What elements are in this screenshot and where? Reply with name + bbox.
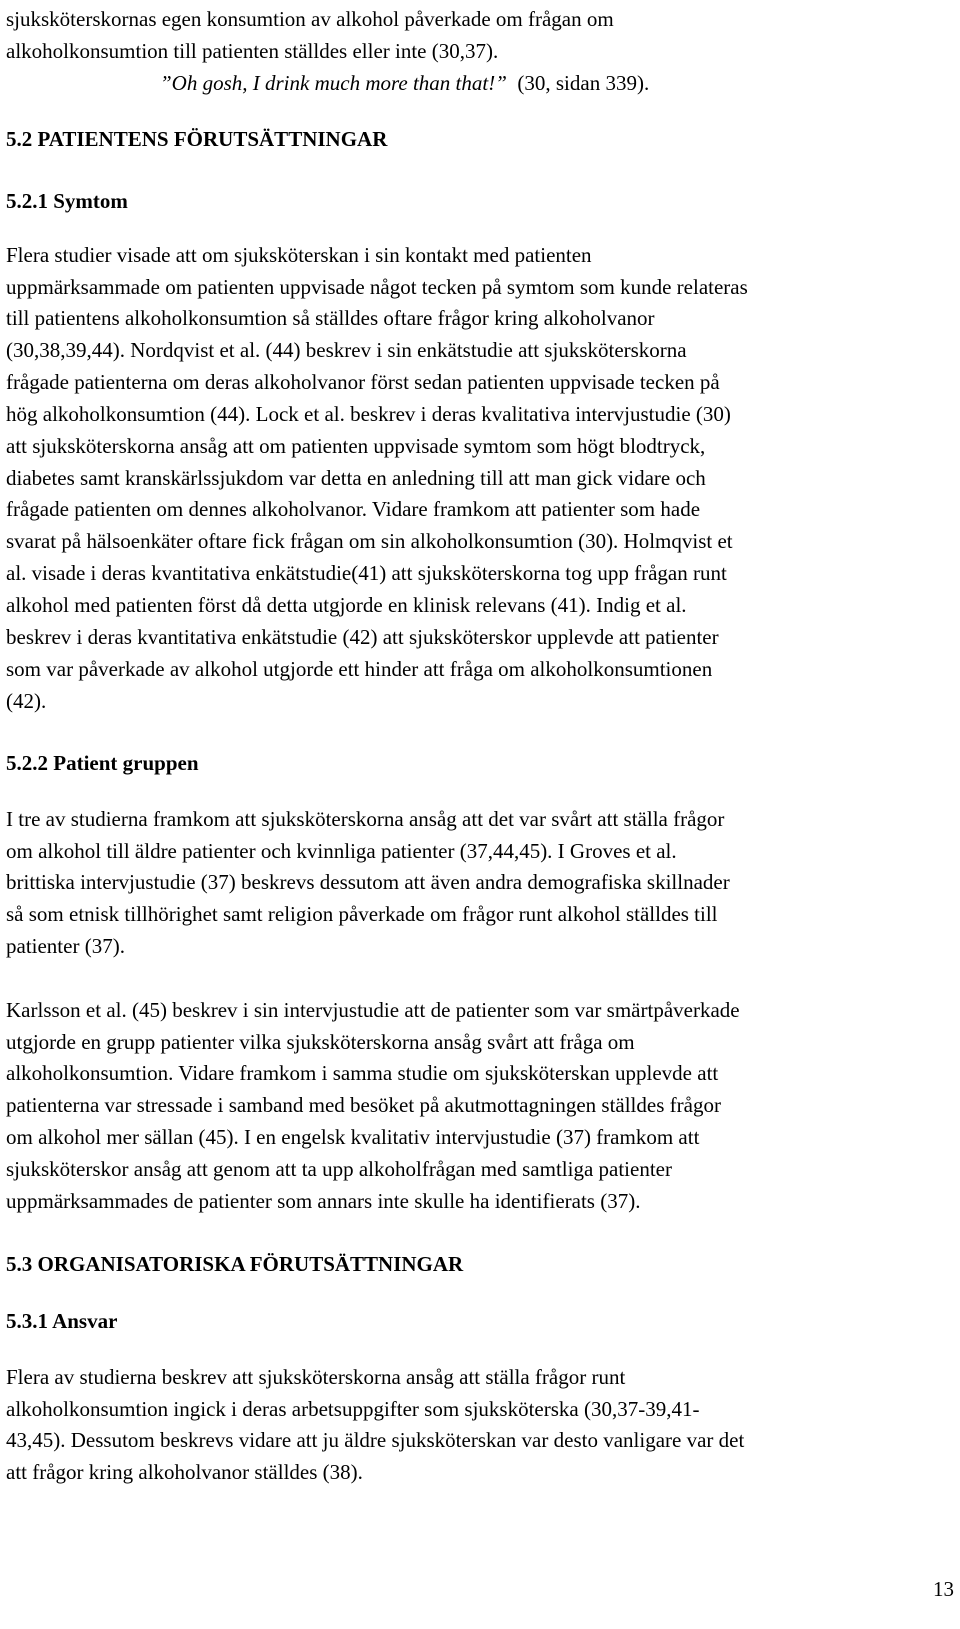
text-line: brittiska intervjustudie (37) beskrevs dessutom att även andra demografiska skillnader — [6, 870, 730, 894]
text-line: uppmärksammades de patienter som annars inte skulle ha identifierats (37). — [6, 1189, 641, 1213]
page-number: 13 — [933, 1577, 954, 1601]
text-line: patienterna var stressade i samband med besöket på akutmottagningen ställdes frågor — [6, 1093, 721, 1117]
text-line: (42). — [6, 689, 47, 713]
quote-reference: (30, sidan 339). — [517, 71, 650, 95]
text-line: så som etnisk tillhörighet samt religion påverkade om frågor runt alkohol ställdes till — [6, 902, 718, 926]
text-line: (30,38,39,44). Nordqvist et al. (44) beskrev i sin enkätstudie att sjuksköterskorna — [6, 338, 687, 362]
section-heading: 5.3 ORGANISATORISKA FÖRUTSÄTTNINGAR — [6, 1252, 464, 1276]
text-line: patienter (37). — [6, 934, 125, 958]
text-line: att sjuksköterskorna ansåg att om patienten uppvisade symtom som högt blodtryck, — [6, 434, 706, 458]
text-line: alkoholkonsumtion ingick i deras arbetsuppgifter som sjuksköterska (30,37-39,41- — [6, 1397, 700, 1421]
text-line: frågade patienterna om deras alkoholvanor först sedan patienten uppvisade tecken på — [6, 370, 720, 394]
text-line: diabetes samt kranskärlssjukdom var detta en anledning till att man gick vidare och — [6, 466, 706, 490]
text-line: beskrev i deras kvantitativa enkätstudie (42) att sjuksköterskor upplevde att patienter — [6, 625, 719, 649]
subsection-heading: 5.2.2 Patient gruppen — [6, 751, 199, 775]
quote-text: ”Oh gosh, I drink much more than that!” — [160, 71, 507, 95]
quote-line — [160, 68, 649, 100]
text-line: al. visade i deras kvantitativa enkätstudie(41) att sjuksköterskorna tog upp frågan runt — [6, 561, 727, 585]
text-line: alkoholkonsumtion. Vidare framkom i samma studie om sjuksköterskan upplevde att — [6, 1061, 719, 1085]
text-line: svarat på hälsoenkäter oftare fick frågan om sin alkoholkonsumtion (30). Holmqvist et — [6, 529, 733, 553]
text-line: uppmärksammade om patienten uppvisade något tecken på symtom som kunde relateras — [6, 275, 748, 299]
subsection-heading: 5.2.1 Symtom — [6, 189, 128, 213]
text-line: alkoholkonsumtion till patienten ställdes eller inte (30,37). — [6, 39, 499, 63]
text-line: Flera studier visade att om sjuksköterskan i sin kontakt med patienten — [6, 243, 592, 267]
text-line: frågade patienten om dennes alkoholvanor. Vidare framkom att patienter som hade — [6, 497, 701, 521]
text-line: att frågor kring alkoholvanor ställdes (38). — [6, 1460, 363, 1484]
text-line: 43,45). Dessutom beskrevs vidare att ju äldre sjuksköterskan var desto vanligare var det — [6, 1428, 745, 1452]
subsection-heading: 5.3.1 Ansvar — [6, 1309, 118, 1333]
text-line: om alkohol till äldre patienter och kvinnliga patienter (37,44,45). I Groves et al. — [6, 839, 677, 863]
text-line: alkohol med patienten först då detta utgjorde en klinisk relevans (41). Indig et al. — [6, 593, 687, 617]
text-line: till patientens alkoholkonsumtion så ställdes oftare frågor kring alkoholvanor — [6, 306, 655, 330]
text-line: Flera av studierna beskrev att sjuksköterskorna ansåg att ställa frågor runt — [6, 1365, 626, 1389]
text-line: sjuksköterskor ansåg att genom att ta upp alkoholfrågan med samtliga patienter — [6, 1157, 672, 1181]
text-line: som var påverkade av alkohol utgjorde ett hinder att fråga om alkoholkonsumtionen — [6, 657, 713, 681]
text-line: om alkohol mer sällan (45). I en engelsk kvalitativ intervjustudie (37) framkom att — [6, 1125, 700, 1149]
text-line: sjuksköterskornas egen konsumtion av alkohol påverkade om frågan om — [6, 7, 614, 31]
section-heading: 5.2 PATIENTENS FÖRUTSÄTTNINGAR — [6, 127, 388, 151]
text-line: I tre av studierna framkom att sjuksköterskorna ansåg att det var svårt att ställa frågor — [6, 807, 725, 831]
text-line: Karlsson et al. (45) beskrev i sin intervjustudie att de patienter som var smärtpåverkade — [6, 998, 740, 1022]
text-line: hög alkoholkonsumtion (44). Lock et al. beskrev i deras kvalitativa intervjustudie (30) — [6, 402, 731, 426]
text-line: utgjorde en grupp patienter vilka sjuksköterskorna ansåg svårt att fråga om — [6, 1030, 635, 1054]
